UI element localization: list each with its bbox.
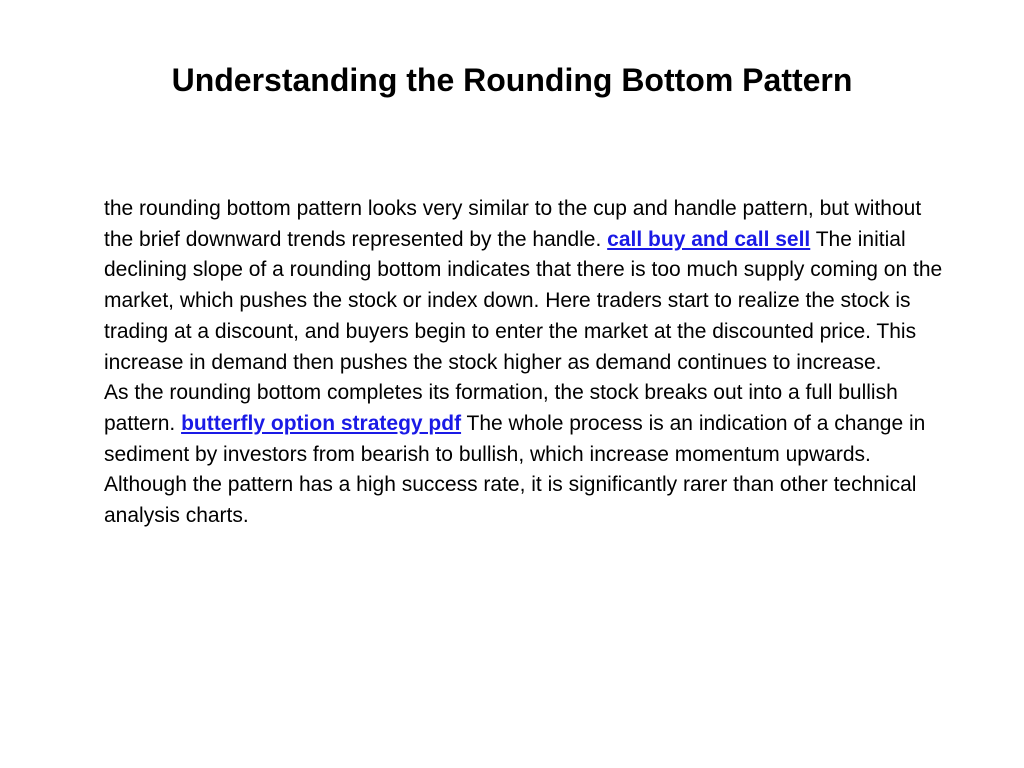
paragraph-1 <box>104 194 944 378</box>
butterfly-option-strategy-pdf-link[interactable]: butterfly option strategy pdf <box>181 411 462 435</box>
slide-body <box>104 194 944 532</box>
slide-title: Understanding the Rounding Bottom Pattern <box>171 62 853 98</box>
call-buy-and-call-sell-link[interactable]: call buy and call sell <box>607 227 811 251</box>
paragraph-1-text-after-link: The initial declining slope of a rounding bottom indicates that there is too much supply coming on the market, which pushes the stock or index down. Here traders start to realize the stock is trading at a discount, and buyers begin to enter the market at the discounted price. This increase in demand then pushes the stock higher as demand continues to increase. <box>104 227 943 374</box>
paragraph-1-text-before-link: the rounding bottom pattern looks very similar to the cup and handle pattern, but without the brief downward trends represented by the handle. <box>104 197 922 251</box>
paragraph-2-text-after-link: The whole process is an indication of a change in sediment by investors from bearish to bullish, which increase momentum upwards. Although the pattern has a high success rate, it is significantly rarer than other technical analysis charts. <box>104 411 926 528</box>
paragraph-2-text-before-link: As the rounding bottom completes its formation, the stock breaks out into a full bullish pattern. <box>104 381 898 435</box>
paragraph-2 <box>104 378 944 532</box>
